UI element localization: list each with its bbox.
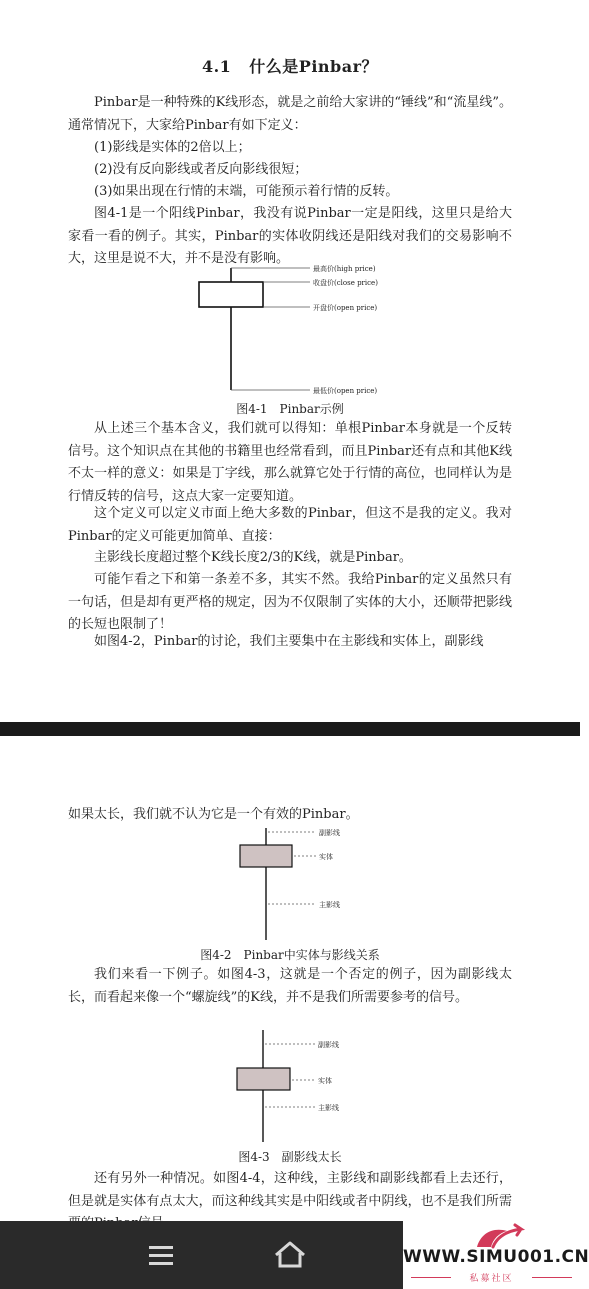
figure-4-1-caption: 图4-1 Pinbar示例 — [236, 402, 344, 416]
document-page-2 — [0, 736, 580, 1221]
definition-3: (3)如果出现在行情的末端，可能预示着行情的反转。 — [94, 184, 399, 199]
section-title — [0, 54, 580, 77]
figure-4-3-caption: 图4-3 副影线太长 — [238, 1150, 342, 1164]
menu-icon — [141, 1235, 181, 1275]
watermark-url: WWW.SIMU001.CN — [403, 1247, 589, 1267]
figure-4-1-pinbar-diagram — [190, 262, 400, 398]
paragraph-b: 这个定义可以定义市面上绝大多数的Pinbar，但这不是我的定义。我对Pinbar的定义可能更加简单、直接： — [68, 506, 512, 544]
menu-button[interactable] — [141, 1235, 181, 1275]
fig2-label-main-shadow: 主影线 — [319, 901, 340, 909]
label-high-price: 最高价(high price) — [313, 265, 376, 273]
paragraph-c: 主影线长度超过整个K线长度2/3的K线，就是Pinbar。 — [94, 550, 412, 565]
fig2-label-sub-shadow: 副影线 — [319, 829, 340, 837]
paragraph-e: 如图4-2，Pinbar的讨论，我们主要集中在主影线和实体上，副影线 — [94, 634, 484, 649]
fig2-label-body: 实体 — [319, 853, 333, 861]
home-button[interactable] — [270, 1235, 310, 1275]
section-number: 4.1 — [201, 57, 232, 76]
paragraph-figure-1: 图4-1是一个阳线Pinbar，我没有说Pinbar一定是阳线，这里只是给大家看一看的例子。其实，Pinbar的实体收阴线还是阳线对我们的交易影响不大，这里是说不大，并不是没有影响。 — [68, 206, 512, 266]
watermark-subtitle: 私募社区 — [469, 1274, 514, 1284]
paragraph-a: 从上述三个基本含义，我们就可以得知：单根Pinbar本身就是一个反转信号。这个知识点在其他的书籍里也经常看到，而且Pinbar还有点和其他K线不太一样的意义：如果是丁字线，那么就算它处于行情的高位，也同样认为是行情反转的信号，这点大家一定要知道。 — [68, 421, 512, 504]
paragraph-g: 还有另外一种情况。如图4-4，这种线，主影线和副影线都看上去还行，但是就是实体有点太大，而这种线其实是中阳线或者中阴线，也不是我们所需 — [68, 1171, 512, 1209]
figure-4-2-caption: 图4-2 Pinbar中实体与影线关系 — [200, 948, 380, 962]
paragraph-d: 可能乍看之下和第一条差不多，其实不然。我给Pinbar的定义虽然只有一句话，但是却有更严格的规定，因为不仅限制了实体的大小，还顺带把影线的长短也限制了！ — [68, 572, 512, 632]
watermark-logo — [403, 1221, 589, 1289]
label-close-price: 收盘价(close price) — [313, 279, 378, 287]
fig3-label-sub-shadow: 副影线 — [318, 1041, 339, 1049]
paragraph-continued: 如果太长，我们就不认为它是一个有效的Pinbar。 — [68, 807, 359, 822]
home-icon — [270, 1235, 310, 1275]
section-heading: 什么是Pinbar？ — [249, 57, 379, 76]
label-low-price: 最低价(open price) — [313, 387, 378, 395]
figure-4-3-pinbar-diagram — [228, 1030, 368, 1144]
figure-4-2-pinbar-diagram — [230, 828, 370, 942]
definition-2: (2)没有反向影线或者反向影线很短； — [94, 162, 308, 177]
fig3-label-main-shadow: 主影线 — [318, 1104, 339, 1112]
page-separator — [0, 722, 580, 736]
definition-1: (1)影线是实体的2倍以上； — [94, 140, 251, 155]
paragraph-f: 我们来看一下例子。如图4-3，这就是一个否定的例子，因为副影线太长，而看起来像一个“螺旋线”的K线，并不是我们所需要参考的信号。 — [68, 967, 512, 1005]
label-open-price: 开盘价(open price) — [313, 304, 378, 312]
paragraph-intro: Pinbar是一种特殊的K线形态，就是之前给大家讲的“锤线”和“流星线”。通常情况下，大家给Pinbar有如下定义： — [68, 95, 512, 133]
fig3-label-body: 实体 — [318, 1077, 332, 1085]
